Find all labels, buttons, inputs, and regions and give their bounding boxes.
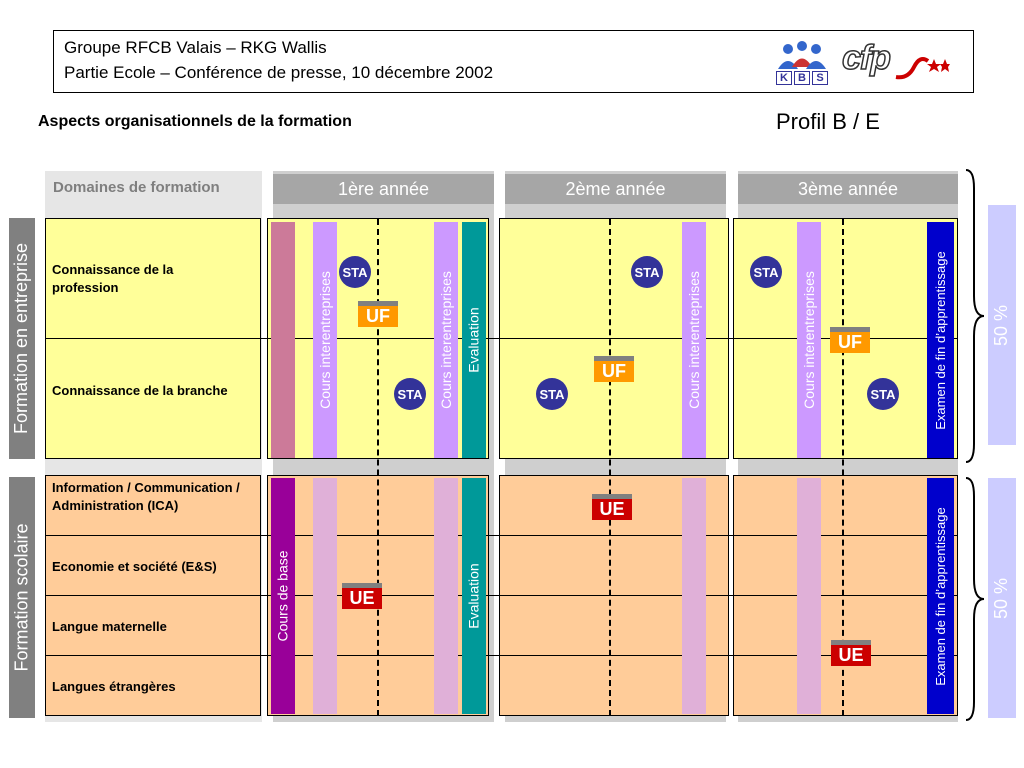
ue-badge: UE <box>831 640 871 666</box>
page-subtitle: Aspects organisationnels de la formation <box>38 113 352 130</box>
header-title: Groupe RFCB Valais – RKG Wallis <box>64 38 327 57</box>
row-divider <box>45 338 958 339</box>
midyear-dashed-line <box>377 219 379 716</box>
cours-interentreprises-bar: Cours interentreprises <box>797 222 821 458</box>
domain-label: Economie et société (E&S) <box>52 559 217 574</box>
right-brace-icon <box>962 168 986 464</box>
pale-interentreprises-bar <box>682 478 706 714</box>
formation-scolaire-label: Formation scolaire <box>9 477 35 718</box>
sta-badge: STA <box>339 256 371 288</box>
cfp-logo-text: cfp <box>842 39 890 77</box>
percent-box-scolaire: 50 % <box>988 478 1016 718</box>
sta-badge: STA <box>536 378 568 410</box>
row-divider <box>45 655 958 656</box>
header-subtitle: Partie Ecole – Conférence de presse, 10 décembre 2002 <box>64 63 494 82</box>
pale-interentreprises-bar <box>434 478 458 714</box>
domain-label: Connaissance de la branche <box>52 383 228 398</box>
row-divider <box>45 535 958 536</box>
sta-badge: STA <box>394 378 426 410</box>
kbs-logo <box>774 39 830 87</box>
pale-interentreprises-bar <box>313 478 337 714</box>
evaluation-bar: Evaluation <box>462 222 486 458</box>
profil-title: Profil B / E <box>776 109 880 134</box>
rose-bar <box>271 222 295 458</box>
domain-label: Langues étrangères <box>52 679 176 694</box>
sta-badge: STA <box>631 256 663 288</box>
sta-badge: STA <box>867 378 899 410</box>
cfp-logo <box>842 41 952 85</box>
examen-bar: Examen de fin d’apprentissage <box>927 222 954 458</box>
cours-interentreprises-bar: Cours interentreprises <box>313 222 337 458</box>
domains-header: Domaines de formation <box>45 171 262 219</box>
uf-badge: UF <box>358 301 398 327</box>
sta-badge: STA <box>750 256 782 288</box>
midyear-dashed-line <box>609 219 611 716</box>
domain-label: Connaissance de la profession <box>52 262 174 295</box>
ue-badge: UE <box>592 494 632 520</box>
year3-header: 3ème année <box>738 174 958 204</box>
domain-label: Information / Communication / Administration (ICA) <box>52 480 240 513</box>
year2-header: 2ème année <box>505 174 726 204</box>
ue-badge: UE <box>342 583 382 609</box>
row-divider <box>45 595 958 596</box>
uf-badge: UF <box>594 356 634 382</box>
right-brace-icon <box>962 476 986 722</box>
cfp-swoosh-stars-icon <box>894 53 950 81</box>
header-box <box>53 30 974 93</box>
kbs-letter: B <box>794 71 810 85</box>
domain-label: Langue maternelle <box>52 619 167 634</box>
formation-entreprise-label: Formation en entreprise <box>9 218 35 459</box>
percent-box-entreprise: 50 % <box>988 205 1016 445</box>
pale-interentreprises-bar <box>797 478 821 714</box>
kbs-letter: S <box>812 71 828 85</box>
year1-header: 1ère année <box>273 174 494 204</box>
cours-de-base-bar: Cours de base <box>271 478 295 714</box>
examen-bar: Examen de fin d’apprentissage <box>927 478 954 714</box>
kbs-letter: K <box>776 71 792 85</box>
evaluation-bar: Evaluation <box>462 478 486 714</box>
uf-badge: UF <box>830 327 870 353</box>
cours-interentreprises-bar: Cours interentreprises <box>682 222 706 458</box>
cours-interentreprises-bar: Cours interentreprises <box>434 222 458 458</box>
